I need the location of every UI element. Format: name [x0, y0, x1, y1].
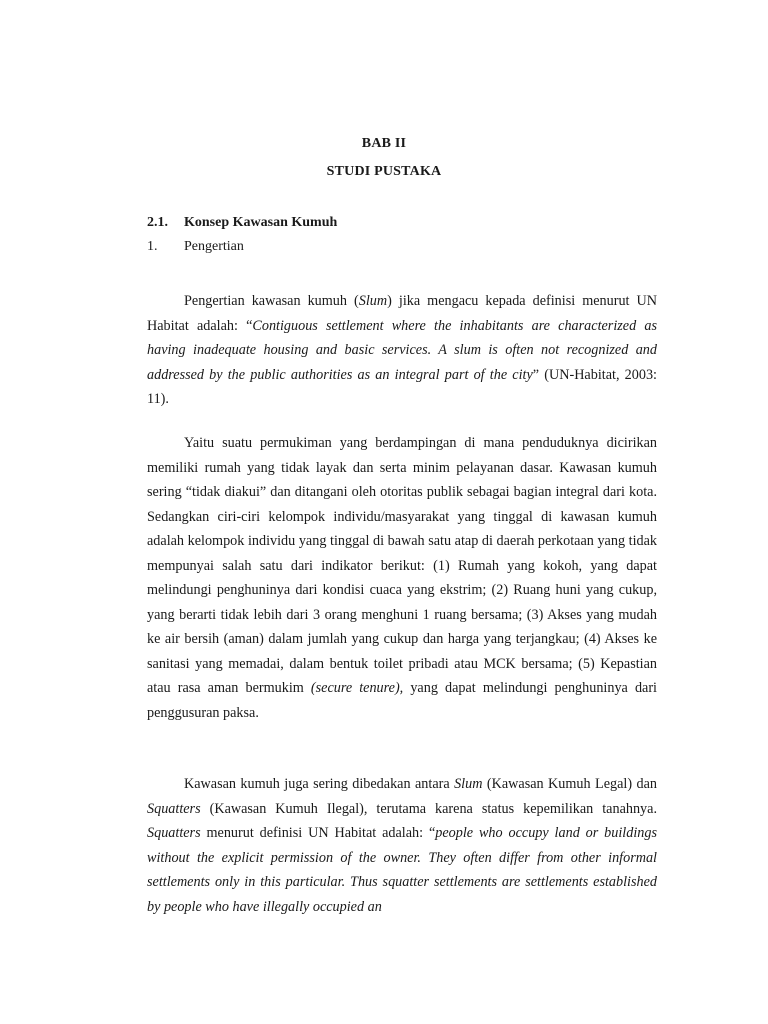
- italic-term: Squatters: [147, 800, 201, 817]
- paragraph-text: ) jika mengacu kepada definisi menurut UN Habitat adalah: “: [147, 293, 657, 334]
- paragraph-text: Yaitu suatu permukiman yang berdampingan di mana penduduknya dicirikan memiliki rumah yang tidak layak dan serta minim pelayanan dasar. Kawasan kumuh sering “tidak diakui” dan ditangani oleh otoritas publik sebagai bagian integral dari kota. Sedangkan ciri-ciri kelompok individu/masyarakat yang tinggal di kawasan kumuh adalah kelompok individu yang tinggal di bawah satu atap di daerah perkotaan yang tidak mempunyai salah satu dari indikator berikut: (1) Rumah yang kokoh, yang dapat melindungi penghuninya dari kondisi cuaca yang ekstrim; (2) Ruang huni yang cukup, yang berarti tidak lebih dari 3 orang menghuni 1 ruang bersama; (3) Akses yang mudah ke air bersih (aman) dalam jumlah yang cukup dan harga yang terjangkau; (4) Akses ke sanitasi yang memadai, dalam bentuk toilet pribadi atau MCK bersama; (5) Kepastian atau rasa aman bermukim: [147, 435, 657, 697]
- paragraph-text: Kawasan kumuh juga sering dibedakan antara: [184, 776, 455, 793]
- italic-quote: people who occupy land or buildings without the explicit permission of the owner. They often differ from other informal settlements only in this particular. Thus squatter settlements are settlements established by people who have illegally occupied an: [147, 825, 657, 915]
- paragraph-text: menurut definisi UN Habitat adalah: “: [200, 825, 436, 842]
- citation: ” (UN-Habitat, 2003: 11).: [147, 366, 657, 408]
- paragraph-text: (Kawasan Kumuh Legal) dan: [482, 776, 657, 793]
- paragraph-characteristics: [147, 431, 657, 725]
- paragraph-squatters: [147, 772, 657, 919]
- chapter-heading: BAB II: [361, 136, 407, 151]
- section-number: 2.1.: [147, 215, 168, 230]
- paragraph-text: (Kawasan Kumuh Ilegal), terutama karena status kepemilikan tanahnya.: [200, 800, 657, 817]
- chapter-title: STUDI PUSTAKA: [326, 164, 442, 179]
- italic-term: Squatters: [147, 825, 201, 842]
- italic-term: Slum: [454, 776, 483, 793]
- subsection-title: Pengertian: [184, 239, 244, 254]
- italic-term: Slum: [358, 293, 388, 310]
- italic-quote: Contiguous settlement where the inhabitants are characterized as having inadequate housing and basic services. A slum is often not recognized and addressed by the public authorities as an integral part of the city: [147, 317, 657, 383]
- paragraph-text: Pengertian kawasan kumuh (: [184, 293, 359, 310]
- paragraph-text: yang dapat melindungi penghuninya dari penggusuran paksa.: [147, 680, 657, 721]
- italic-term: (secure tenure),: [310, 680, 404, 697]
- section-title: Konsep Kawasan Kumuh: [184, 215, 338, 230]
- paragraph-slum-definition: [147, 289, 657, 412]
- subsection-number: 1.: [147, 239, 158, 254]
